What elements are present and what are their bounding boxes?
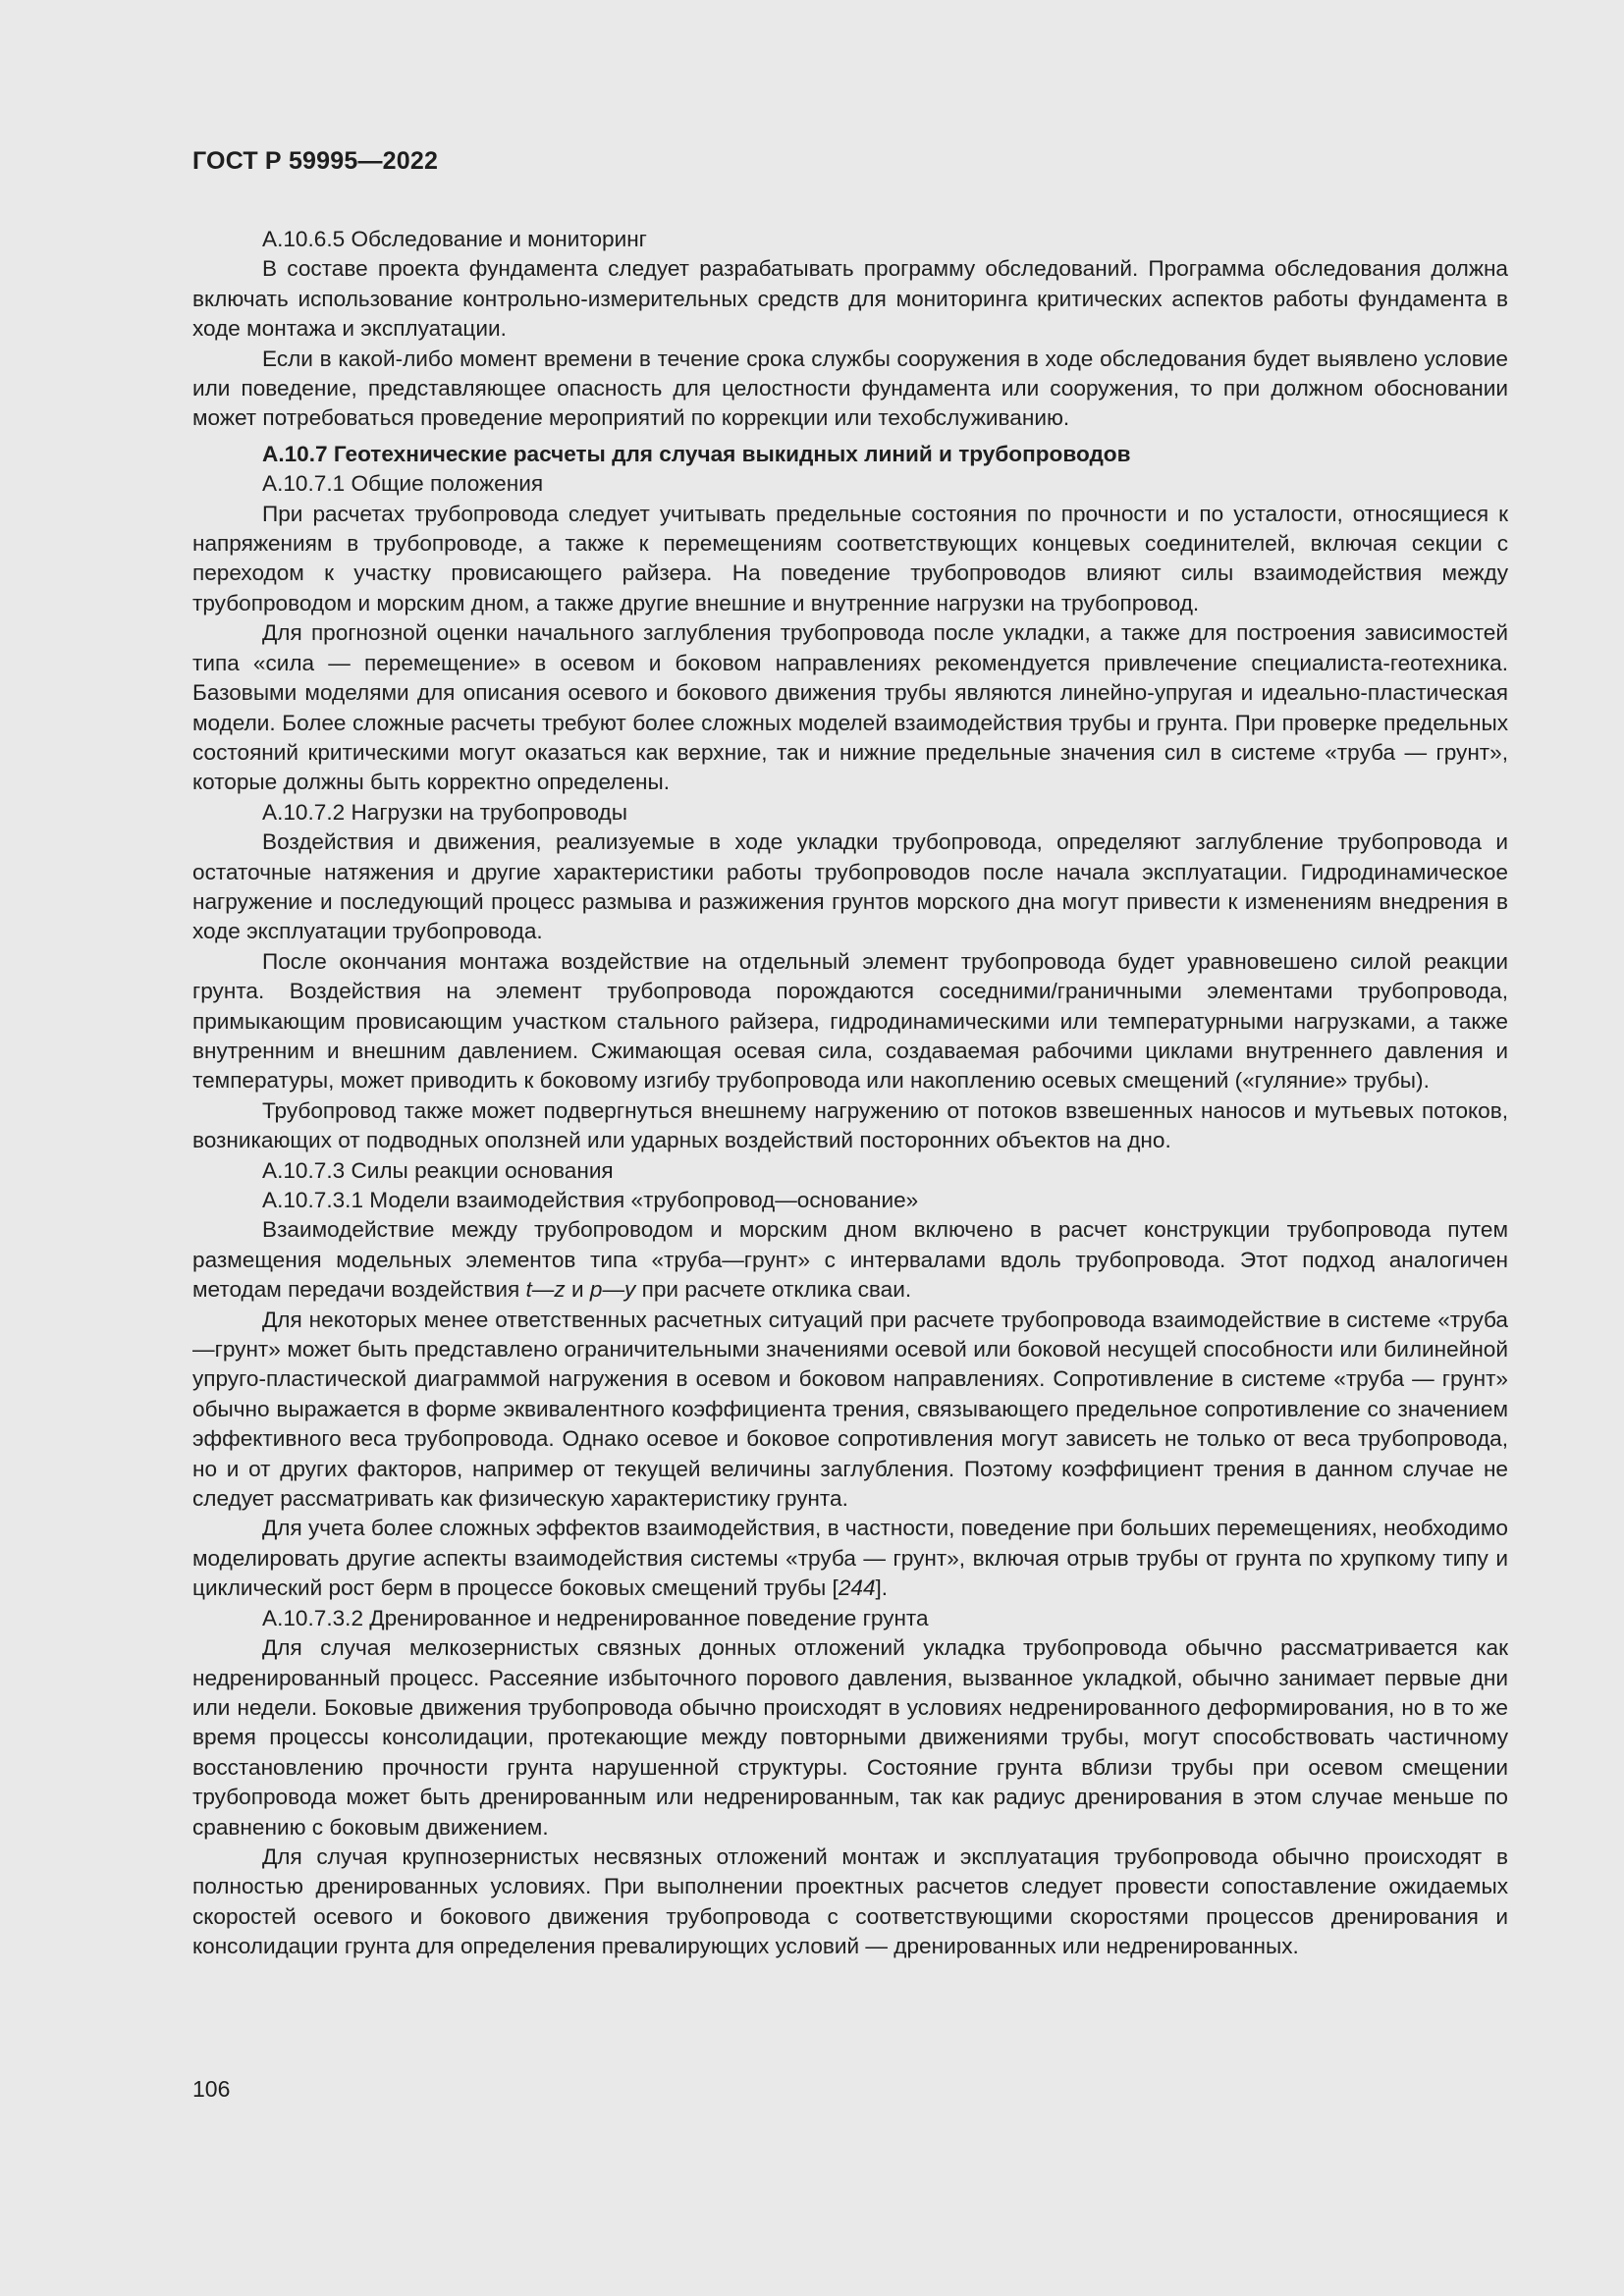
paragraph: Если в какой-либо момент времени в течение срока службы сооружения в ходе обследования будет выявлено условие или поведение, представляющее опасность для целостности фундамента или сооружения, то при должном обосновании может потребоваться проведение мероприятий по коррекции или техобслуживанию. <box>192 346 1508 431</box>
document-body <box>192 225 1508 1962</box>
paragraph-tz-py <box>192 1215 1508 1305</box>
heading-a-10-6-5: А.10.6.5 Обследование и мониторинг <box>262 227 647 251</box>
page-number: 106 <box>192 2076 231 2102</box>
bibliography-reference: 244 <box>838 1575 876 1601</box>
paragraph: При расчетах трубопровода следует учитывать предельные состояния по прочности и по усталости, относящиеся к напряжениям в трубопроводе, а также к перемещениям соответствующих концевых соединителей, включая секции с переходом к участку провисающего райзера. На поведение трубопроводов влияют силы взаимодействия между трубопроводом и морским дном, а также другие внешние и внутренние нагрузки на трубопровод. <box>192 501 1508 615</box>
dash: — <box>602 1277 625 1303</box>
paragraph: Для некоторых менее ответственных расчетных ситуаций при расчете трубопровода взаимодействие в системе «труба—грунт» может быть представлено ограничительными значениями осевой или боковой несущей способности или билинейной упруго-пластической диаграммой нагружения в осевом и боковом направлениях. Сопротивление в системе «труба — грунт» обычно выражается в форме эквивалентного коэффициента трения, связывающего предельное сопротивление со значением эффективного веса трубопровода. Однако осевое и боковое сопротивления могут зависеть не только от веса трубопровода, но и от других факторов, например от текущей величины заглубления. Поэтому коэффициент трения в данном случае не следует рассматривать как физическую характеристику грунта. <box>192 1307 1508 1512</box>
variable-z: z <box>554 1277 566 1303</box>
heading-a-10-7: А.10.7 Геотехнические расчеты для случая выкидных линий и трубопроводов <box>262 441 1131 466</box>
paragraph: После окончания монтажа воздействие на отдельный элемент трубопровода будет уравновешено силой реакции грунта. Воздействия на элемент трубопровода порождаются соседними/граничными элементами трубопровода, примыкающим провисающим участком стального райзера, гидродинамическими или температурными нагрузками, а также внутренним и внешним давлением. Сжимающая осевая сила, создаваемая рабочими циклами внутреннего давления и температуры, может приводить к боковому изгибу трубопровода или накоплению осевых смещений («гуляние» трубы). <box>192 948 1508 1094</box>
paragraph: В составе проекта фундамента следует разрабатывать программу обследований. Программа обследования должна включать использование контрольно-измерительных средств для мониторинга критических аспектов работы фундамента в ходе монтажа и эксплуатации. <box>192 256 1508 342</box>
dash: — <box>531 1277 555 1303</box>
heading-a-10-7-3-1: А.10.7.3.1 Модели взаимодействия «трубопровод—основание» <box>262 1188 919 1212</box>
text-run: Для учета более сложных эффектов взаимодействия, в частности, поведение при больших перемещениях, необходимо моделировать другие аспекты взаимодействия системы «труба — грунт», включая отрыв трубы от грунта по хрупкому типу и циклический рост берм в процессе боковых смещений трубы [ <box>192 1516 1508 1601</box>
paragraph: Для прогнозной оценки начального заглубления трубопровода после укладки, а также для построения зависимостей типа «сила — перемещение» в осевом и боковом направлениях рекомендуется привлечение специалиста-геотехника. Базовыми моделями для описания осевого и бокового движения трубы являются линейно-упругая и идеально-пластическая модели. Более сложные расчеты требуют более сложных моделей взаимодействия трубы и грунта. При проверке предельных состояний критическими могут оказаться как верхние, так и нижние предельные значения сил в системе «труба — грунт», которые должны быть корректно определены. <box>192 620 1508 795</box>
heading-a-10-7-2: А.10.7.2 Нагрузки на трубопроводы <box>262 799 627 825</box>
paragraph: Трубопровод также может подвергнуться внешнему нагружению от потоков взвешенных наносов и мутьевых потоков, возникающих от подводных оползней или ударных воздействий посторонних объектов на дно. <box>192 1097 1508 1153</box>
paragraph: Для случая крупнозернистых несвязных отложений монтаж и эксплуатация трубопровода обычно происходят в полностью дренированных условиях. При выполнении проектных расчетов следует провести сопоставление ожидаемых скоростей осевого и бокового движения трубопровода с соответствующими скоростями процессов дренирования и консолидации грунта для определения превалирующих условий — дренированных или недренированных. <box>192 1843 1508 1959</box>
document-header-title: ГОСТ Р 59995—2022 <box>192 147 439 175</box>
paragraph: Воздействия и движения, реализуемые в ходе укладки трубопровода, определяют заглубление трубопровода и остаточные натяжения и другие характеристики работы трубопроводов после начала эксплуатации. Гидродинамическое нагружение и последующий процесс размыва и разжижения грунтов морского дна могут привести к изменениям внедрения в ходе эксплуатации трубопровода. <box>192 829 1508 944</box>
variable-p: p <box>589 1277 603 1303</box>
heading-a-10-7-1: А.10.7.1 Общие положения <box>262 471 544 497</box>
paragraph-with-reference <box>192 1514 1508 1603</box>
text-run: Взаимодействие между трубопроводом и морским дном включено в расчет конструкции трубопровода путем размещения модельных элементов типа «труба—грунт» с интервалами вдоль трубопровода. Этот подход аналогичен методам передачи воздействия <box>192 1217 1508 1303</box>
paragraph: Для случая мелкозернистых связных донных отложений укладка трубопровода обычно рассматривается как недренированный процесс. Рассеяние избыточного порового давления, вызванное укладкой, обычно занимает первые дни или недели. Боковые движения трубопровода обычно происходят в условиях недренированного деформирования, но в то же время процессы консолидации, протекающие между повторными движениями трубы, могут способствовать частичному восстановлению прочности грунта нарушенной структуры. Состояние грунта вблизи трубы при осевом смещении трубопровода может быть дренированным или недренированным, так как радиус дренирования в этом случае меньше по сравнению с боковым движением. <box>192 1635 1508 1840</box>
variable-y: y <box>624 1277 636 1303</box>
heading-a-10-7-3: А.10.7.3 Силы реакции основания <box>262 1157 614 1183</box>
text-run: и <box>565 1277 590 1303</box>
variable-t: t <box>525 1277 532 1303</box>
heading-a-10-7-3-2: А.10.7.3.2 Дренированное и недренированное поведение грунта <box>262 1605 929 1630</box>
text-run: ]. <box>875 1575 889 1601</box>
text-run: при расчете отклика сваи. <box>635 1277 912 1303</box>
